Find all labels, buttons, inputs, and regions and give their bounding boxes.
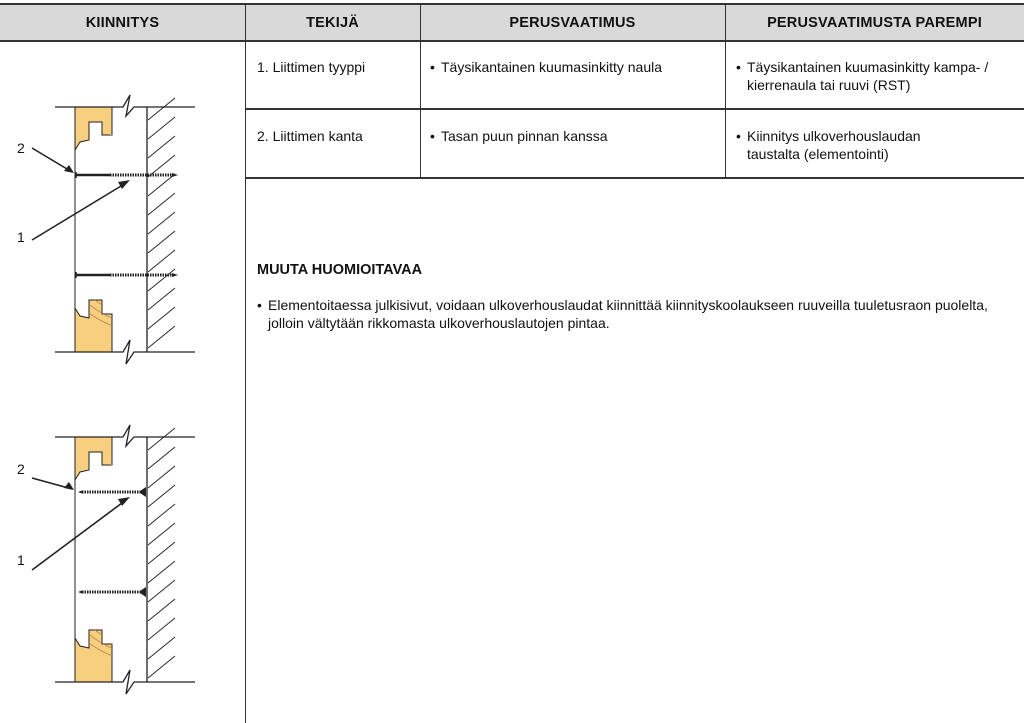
hatch-line [148, 174, 175, 196]
grain-line [68, 148, 232, 312]
row1-better-text: Täysikantainen kuumasinkitty kampa- / kierrenaula tai ruuvi (RST) [747, 59, 989, 93]
hatch-line [148, 504, 175, 526]
hatch-line [148, 637, 175, 659]
bullet: • [736, 128, 741, 144]
column-divider [245, 4, 246, 723]
notes-item [257, 296, 997, 332]
header-perusvaatimusta-parempi: PERUSVAATIMUSTA PAREMPI [767, 14, 982, 31]
screw-tip [78, 491, 82, 494]
bullet: • [430, 59, 435, 75]
hatch-line [148, 288, 175, 310]
row1-basic-text: Täysikantainen kuumasinkitty naula [441, 59, 663, 75]
grain-line [61, 471, 239, 649]
table-top-border [0, 3, 1024, 5]
header-tekija: TEKIJÄ [306, 14, 359, 31]
grain-line [75, 155, 225, 305]
row2-basic-text: Tasan puun pinnan kanssa [441, 128, 608, 144]
screw-tip [78, 591, 82, 594]
bullet: • [430, 128, 435, 144]
screw-head [140, 587, 146, 597]
hatch-line [148, 326, 175, 348]
row2-better [736, 127, 966, 163]
hatch-line [148, 117, 175, 139]
callout-label-1: 1 [17, 552, 25, 568]
row2-basic [430, 127, 715, 145]
callout-label-1: 1 [17, 229, 25, 245]
hatch-line [148, 428, 175, 450]
hatch-line [148, 250, 175, 272]
row1-basic [430, 58, 715, 76]
arrowhead [64, 482, 74, 490]
grain-line [61, 141, 239, 319]
hatch-line [148, 618, 175, 640]
grain-line [96, 506, 204, 614]
grain-line [75, 485, 225, 635]
grain-line [89, 169, 211, 291]
notes-title: MUUTA HUOMIOITAVAA [257, 262, 423, 278]
row-divider [245, 108, 1024, 110]
callout-arrow-1 [32, 183, 126, 240]
row1-better [736, 58, 1016, 94]
hatch-line [148, 523, 175, 545]
hatch-line [148, 136, 175, 158]
hatch-line [148, 656, 175, 678]
grain-line [54, 134, 245, 326]
grain-line [103, 183, 197, 277]
hatch-line [148, 307, 175, 329]
bullet: • [736, 59, 741, 75]
hatch-line [148, 580, 175, 602]
hatch-line [148, 599, 175, 621]
nail-tip [172, 173, 178, 177]
bullet: • [257, 297, 262, 313]
column-divider [420, 4, 421, 178]
grain-line [110, 190, 190, 270]
hatch-line [148, 542, 175, 564]
grain-line [82, 162, 218, 298]
row2-better-text: Kiinnitys ulkoverhouslaudan taustalta (elementointi) [747, 128, 921, 162]
hatch-line [148, 485, 175, 507]
hatch-line [148, 561, 175, 583]
hatch-line [148, 447, 175, 469]
column-divider [725, 4, 726, 178]
hatch-line [148, 269, 175, 291]
row-divider [245, 177, 1024, 179]
callout-label-2: 2 [17, 140, 25, 156]
callout-arrow-1 [32, 500, 126, 570]
hatch-line [148, 466, 175, 488]
row1-factor: 1. Liittimen tyyppi [257, 59, 366, 75]
diagram-nail-fastening [0, 90, 245, 370]
grain-line [110, 520, 190, 600]
wood-grain [47, 127, 245, 333]
header-bottom-border [0, 40, 1024, 42]
hatch-line [148, 98, 175, 120]
diagram-screw-fastening-from-back [0, 420, 245, 700]
hatch-line [148, 193, 175, 215]
header-perusvaatimus: PERUSVAATIMUS [509, 14, 636, 31]
hatch-line [148, 212, 175, 234]
grain-line [68, 478, 232, 642]
nail-tip [172, 273, 178, 277]
header-kiinnitys: KIINNITYS [85, 14, 160, 31]
grain-line [47, 127, 245, 333]
screw-head [140, 487, 146, 497]
grain-line [89, 499, 211, 621]
callout-label-2: 2 [17, 461, 25, 477]
notes-item-text: Elementoitaessa julkisivut, voidaan ulkoverhouslaudat kiinnittää kiinnityskoolaukseen ruuveilla tuuletusraon puolelta, jolloin vältytään rikkomasta ulkoverhouslautojen pintaa. [268, 297, 988, 331]
hatch-line [148, 231, 175, 253]
row2-factor: 2. Liittimen kanta [257, 128, 363, 144]
grain-line [82, 492, 218, 628]
callout-arrow-2 [32, 148, 72, 172]
